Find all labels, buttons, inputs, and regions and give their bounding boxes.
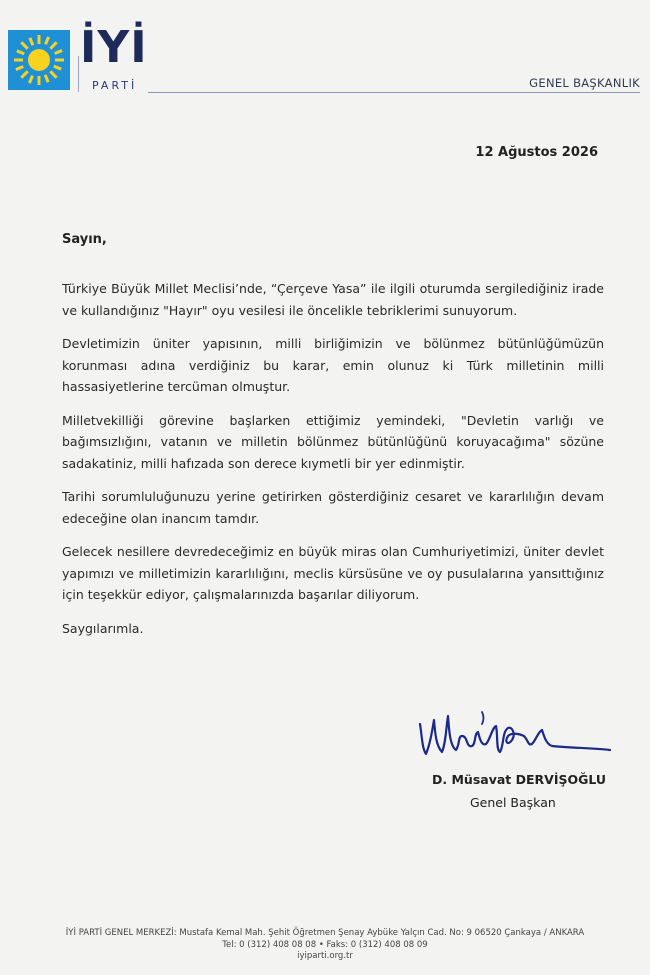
- closing-line: Saygılarımla.: [62, 620, 144, 636]
- paragraph: Gelecek nesillere devredeceğimiz en büyük miras olan Cumhuriyetimizi, üniter devlet yapımızı ve milletimizin kararlılığını, meclis kürsüsüne ve oy pusulalarına yansıttığınız için teşekkür ediyor, çalışmalarınızda başarılar diliyorum.: [62, 544, 604, 602]
- footer-website[interactable]: iyiparti.org.tr: [297, 951, 353, 961]
- logo-wordmark-text: İYİ: [80, 22, 148, 73]
- footer: [0, 928, 650, 963]
- department-heading: GENEL BAŞKANLIK: [529, 76, 640, 90]
- paragraph: Türkiye Büyük Millet Meclisi’nde, “Çerçeve Yasa” ile ilgili oturumda sergilediğiniz irade ve kullandığınız "Hayır" oyu vesilesi ile öncelikle tebriklerimi sunuyorum.: [62, 281, 604, 318]
- logo-sub-text: PARTİ: [92, 79, 138, 92]
- signer-title: Genel Başkan: [470, 795, 556, 810]
- paragraph: Devletimizin üniter yapısının, milli birliğimizin ve bölünmez bütünlüğümüzün korunması adına verdiğiniz bu karar, emin olunuz ki Türk milletinin milli hassasiyetlerine tercüman olmuştur.: [62, 336, 604, 394]
- signer-name: D. Müsavat DERVİŞOĞLU: [432, 772, 607, 787]
- paragraph: Tarihi sorumluluğunuzu yerine getirirken gösterdiğiniz cesaret ve kararlılığın devam edeceğine olan inancım tamdır.: [62, 489, 604, 526]
- salutation: Sayın,: [62, 232, 107, 247]
- party-sun-logo-icon: [8, 30, 70, 90]
- logo-divider: [78, 56, 79, 92]
- footer-phone: Tel: 0 (312) 408 08 08 • Faks: 0 (312) 408 08 09: [222, 939, 428, 950]
- letter-date: 12 Ağustos 2026: [475, 145, 598, 160]
- footer-address: İYİ PARTİ GENEL MERKEZİ: Mustafa Kemal Mah. Şehit Öğretmen Şenay Aybüke Yalçın Cad. No: 9 06520 Çankaya / ANKARA: [65, 928, 585, 938]
- letter-body: [62, 278, 604, 651]
- paragraph: Milletvekilliği görevine başlarken ettiğimiz yemindeki, "Devletin varlığı ve bağımsızlığını, vatanın ve milletin bölünmez bütünlüğünü koruyacağıma" sözüne sadakatiniz, milli hafızada son derece kıymetli bir yer edinmiştir.: [62, 412, 604, 471]
- party-wordmark: [80, 22, 148, 92]
- handwritten-signature: [412, 706, 617, 770]
- header-rule: [148, 92, 640, 93]
